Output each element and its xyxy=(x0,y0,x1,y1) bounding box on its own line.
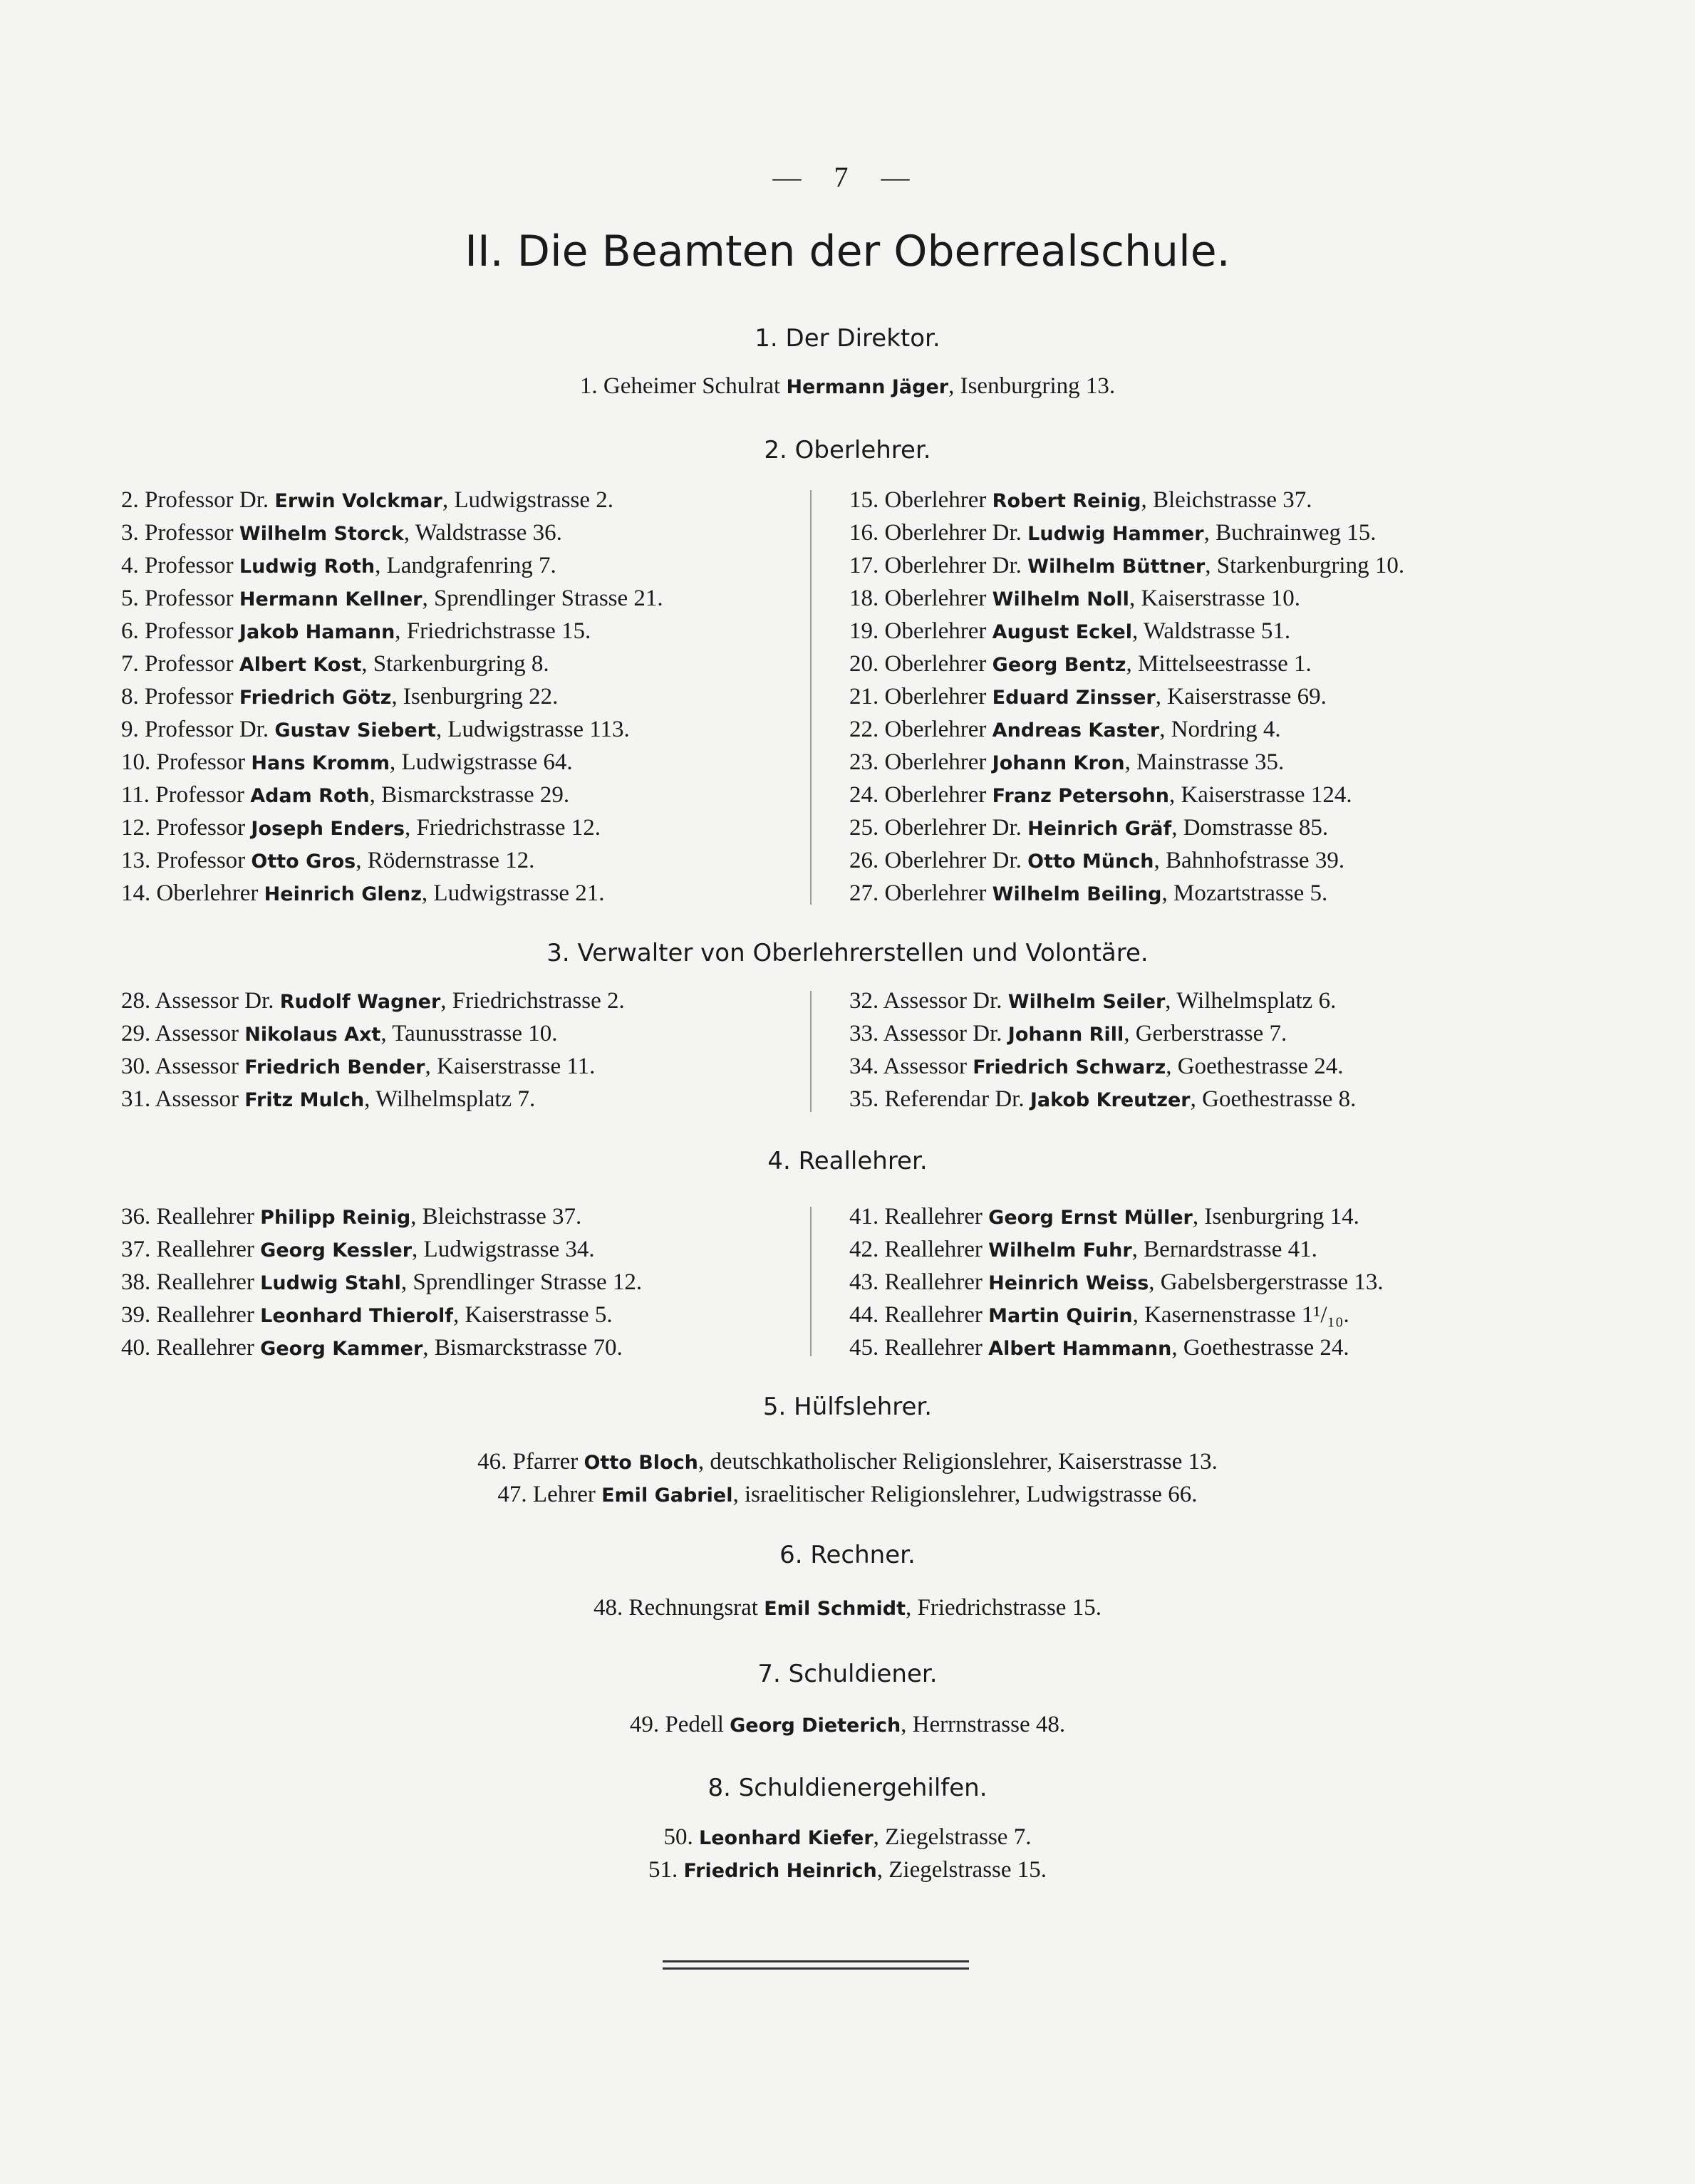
entry-title: 40. Reallehrer xyxy=(121,1335,261,1361)
entry-address: , Ziegelstrasse 15. xyxy=(876,1857,1047,1883)
entry-address: , Friedrichstrasse 2. xyxy=(440,988,625,1014)
entry-address: , Ziegelstrasse 7. xyxy=(873,1824,1032,1850)
staff-entry xyxy=(121,747,663,779)
entry-name: Georg Ernst Müller xyxy=(988,1207,1193,1229)
staff-entry xyxy=(849,1201,1384,1234)
entry-address: , deutschkatholischer Religionslehrer, Kaiserstrasse 13. xyxy=(698,1449,1218,1475)
section-heading-rechner: 6. Rechner. xyxy=(779,1541,916,1569)
entry-name: Ludwig Hammer xyxy=(1027,523,1204,545)
entry-name: Friedrich Schwarz xyxy=(973,1056,1166,1078)
entry-title: 25. Oberlehrer Dr. xyxy=(849,815,1028,841)
reallehrer-left-column xyxy=(121,1201,642,1365)
staff-entry xyxy=(849,615,1404,648)
entry-title: 17. Oberlehrer Dr. xyxy=(849,553,1028,578)
entry-title: 2. Professor Dr. xyxy=(121,487,275,513)
entry-title: 50. xyxy=(663,1824,700,1850)
entry-address: , Bahnhofstrasse 39. xyxy=(1154,848,1345,873)
staff-entry xyxy=(121,681,663,714)
entry-address: , Domstrasse 85. xyxy=(1171,815,1329,841)
entry-title: 51. xyxy=(648,1857,684,1883)
entry-address: , Isenburgring 22. xyxy=(391,684,559,709)
staff-entry xyxy=(121,878,663,910)
entry-title: 3. Professor xyxy=(121,520,239,546)
entry-name: Wilhelm Storck xyxy=(239,523,404,545)
reallehrer-right-column xyxy=(849,1201,1384,1365)
entry-address: , Goethestrasse 8. xyxy=(1190,1086,1357,1112)
entry-address: , Gerberstrasse 7. xyxy=(1124,1021,1287,1046)
staff-entry xyxy=(849,681,1404,714)
entry-address: , Bismarckstrasse 29. xyxy=(369,782,570,808)
staff-entry xyxy=(121,550,663,583)
section-schuldienergehilfen-list xyxy=(0,1821,1695,1887)
staff-entry xyxy=(849,648,1404,681)
entry-title: 31. Assessor xyxy=(121,1086,245,1112)
entry-address: , Kaiserstrasse 10. xyxy=(1129,586,1301,611)
entry-name: Heinrich Gräf xyxy=(1027,818,1172,840)
entry-address: , Gabelsbergerstrasse 13. xyxy=(1149,1269,1384,1295)
entry-title: 35. Referendar Dr. xyxy=(849,1086,1030,1112)
entry-title: 23. Oberlehrer xyxy=(849,749,992,775)
entry-title: 33. Assessor Dr. xyxy=(849,1021,1008,1046)
staff-entry xyxy=(121,517,663,550)
staff-entry xyxy=(849,1083,1356,1116)
staff-entry xyxy=(0,1479,1695,1512)
entry-address: , Wilhelmsplatz 7. xyxy=(364,1086,536,1112)
entry-title: 27. Oberlehrer xyxy=(849,880,992,906)
entry-title: 13. Professor xyxy=(121,848,252,873)
entry-name: Otto Münch xyxy=(1027,851,1154,873)
entry-name: Johann Rill xyxy=(1007,1024,1124,1046)
staff-entry xyxy=(849,550,1404,583)
entry-name: Georg Kessler xyxy=(260,1239,413,1262)
entry-name: August Eckel xyxy=(992,621,1132,643)
entry-title: 42. Reallehrer xyxy=(849,1237,989,1262)
staff-entry xyxy=(0,1854,1695,1887)
entry-title: 26. Oberlehrer Dr. xyxy=(849,848,1028,873)
entry-address: , Ludwigstrasse 2. xyxy=(442,487,613,513)
entry-title: 34. Assessor xyxy=(849,1054,973,1079)
entry-address: , Kaiserstrasse 11. xyxy=(425,1054,596,1079)
entry-title: 41. Reallehrer xyxy=(849,1204,989,1229)
staff-entry xyxy=(121,1267,642,1299)
entry-name: Emil Schmidt xyxy=(764,1598,906,1620)
verwalter-left-column xyxy=(121,985,625,1116)
entry-name: Joseph Enders xyxy=(251,818,405,840)
entry-address: , Mozartstrasse 5. xyxy=(1161,880,1328,906)
staff-entry xyxy=(849,583,1404,615)
entry-address: , Kaiserstrasse 5. xyxy=(453,1302,613,1328)
oberlehrer-left-column xyxy=(121,484,663,910)
staff-entry xyxy=(121,583,663,615)
entry-address: , Kaiserstrasse 69. xyxy=(1155,684,1327,709)
entry-address: , Friedrichstrasse 15. xyxy=(395,618,591,644)
staff-entry xyxy=(0,1446,1695,1479)
staff-entry xyxy=(0,370,1695,403)
entry-name: Robert Reinig xyxy=(992,490,1141,512)
staff-entry xyxy=(849,812,1404,845)
section-direktor-list xyxy=(0,370,1695,403)
section-heading-oberlehrer: 2. Oberlehrer. xyxy=(764,436,931,464)
entry-name: Andreas Kaster xyxy=(992,719,1160,742)
entry-name: Hermann Jäger xyxy=(786,376,949,398)
section-heading-direktor: 1. Der Direktor. xyxy=(755,324,940,353)
column-divider xyxy=(810,991,812,1112)
entry-title: 49. Pedell xyxy=(629,1712,730,1737)
staff-entry xyxy=(849,779,1404,812)
entry-address: , Landgrafenring 7. xyxy=(375,553,556,578)
entry-title: 37. Reallehrer xyxy=(121,1237,261,1262)
staff-entry xyxy=(121,1018,625,1051)
entry-name: Otto Bloch xyxy=(584,1452,698,1474)
entry-address: , Kasernenstrasse 1¹/₁₀. xyxy=(1132,1302,1349,1328)
entry-address: , israelitischer Religionslehrer, Ludwigstrasse 66. xyxy=(732,1482,1198,1507)
entry-address: , Ludwigstrasse 21. xyxy=(421,880,605,906)
entry-title: 16. Oberlehrer Dr. xyxy=(849,520,1028,546)
entry-address: , Ludwigstrasse 34. xyxy=(412,1237,595,1262)
entry-name: Albert Hammann xyxy=(988,1338,1172,1360)
entry-title: 10. Professor xyxy=(121,749,252,775)
entry-title: 7. Professor xyxy=(121,651,239,677)
entry-address: , Ludwigstrasse 113. xyxy=(435,717,630,742)
entry-address: , Starkenburgring 8. xyxy=(361,651,549,677)
page-number: — 7 — xyxy=(772,161,923,193)
entry-name: Emil Gabriel xyxy=(601,1484,733,1507)
entry-address: , Isenburgring 14. xyxy=(1192,1204,1359,1229)
entry-name: Georg Bentz xyxy=(992,654,1126,676)
staff-entry xyxy=(849,878,1404,910)
entry-title: 8. Professor xyxy=(121,684,239,709)
entry-title: 14. Oberlehrer xyxy=(121,880,264,906)
entry-name: Albert Kost xyxy=(239,654,362,676)
staff-entry xyxy=(121,1051,625,1083)
entry-address: , Buchrainweg 15. xyxy=(1203,520,1377,546)
entry-address: , Starkenburgring 10. xyxy=(1205,553,1405,578)
page-title: II. Die Beamten der Oberrealschule. xyxy=(465,227,1230,276)
staff-entry xyxy=(121,1332,642,1365)
entry-address: , Goethestrasse 24. xyxy=(1171,1335,1349,1361)
closing-rule xyxy=(663,1960,969,1962)
entry-name: Franz Petersohn xyxy=(992,785,1169,807)
staff-entry xyxy=(849,1267,1384,1299)
entry-address: , Herrnstrasse 48. xyxy=(901,1712,1066,1737)
entry-name: Heinrich Glenz xyxy=(264,883,422,905)
staff-entry xyxy=(0,1709,1695,1742)
staff-entry xyxy=(121,1083,625,1116)
entry-name: Fritz Mulch xyxy=(244,1089,365,1111)
section-rechner-list xyxy=(0,1592,1695,1625)
entry-name: Johann Kron xyxy=(992,752,1125,774)
entry-address: , Rödernstrasse 12. xyxy=(356,848,535,873)
entry-name: Hermann Kellner xyxy=(239,588,423,610)
entry-name: Friedrich Bender xyxy=(244,1056,425,1078)
entry-title: 46. Pfarrer xyxy=(477,1449,584,1475)
closing-rule xyxy=(663,1967,969,1970)
entry-title: 12. Professor xyxy=(121,815,252,841)
entry-name: Wilhelm Fuhr xyxy=(988,1239,1132,1262)
entry-address: , Bleichstrasse 37. xyxy=(1141,487,1312,513)
staff-entry xyxy=(121,484,663,517)
entry-address: , Ludwigstrasse 64. xyxy=(389,749,573,775)
entry-address: , Sprendlinger Strasse 21. xyxy=(422,586,663,611)
entry-address: , Mainstrasse 35. xyxy=(1124,749,1285,775)
entry-address: , Wilhelmsplatz 6. xyxy=(1165,988,1337,1014)
staff-entry xyxy=(121,1201,642,1234)
entry-name: Heinrich Weiss xyxy=(988,1272,1149,1294)
entry-title: 24. Oberlehrer xyxy=(849,782,992,808)
staff-entry xyxy=(849,517,1404,550)
entry-title: 44. Reallehrer xyxy=(849,1302,989,1328)
entry-title: 4. Professor xyxy=(121,553,239,578)
staff-entry xyxy=(849,1051,1356,1083)
entry-title: 47. Lehrer xyxy=(497,1482,602,1507)
entry-address: , Kaiserstrasse 124. xyxy=(1168,782,1352,808)
entry-title: 15. Oberlehrer xyxy=(849,487,992,513)
entry-title: 28. Assessor Dr. xyxy=(121,988,280,1014)
entry-name: Jakob Hamann xyxy=(239,621,395,643)
entry-address: , Mittelseestrasse 1. xyxy=(1126,651,1312,677)
entry-name: Friedrich Götz xyxy=(239,687,392,709)
entry-address: , Goethestrasse 24. xyxy=(1166,1054,1344,1079)
entry-title: 48. Rechnungsrat xyxy=(593,1595,764,1621)
entry-title: 38. Reallehrer xyxy=(121,1269,261,1295)
staff-entry xyxy=(849,845,1404,878)
entry-address: , Nordring 4. xyxy=(1159,717,1281,742)
staff-entry xyxy=(121,845,663,878)
entry-name: Leonhard Kiefer xyxy=(699,1827,874,1849)
entry-title: 45. Reallehrer xyxy=(849,1335,989,1361)
entry-title: 36. Reallehrer xyxy=(121,1204,261,1229)
staff-entry xyxy=(849,1018,1356,1051)
staff-entry xyxy=(849,747,1404,779)
entry-name: Philipp Reinig xyxy=(260,1207,411,1229)
staff-entry xyxy=(121,779,663,812)
section-schuldiener-list xyxy=(0,1709,1695,1742)
entry-address: , Bismarckstrasse 70. xyxy=(423,1335,623,1361)
staff-entry xyxy=(849,985,1356,1018)
section-heading-huelfslehrer: 5. Hülfslehrer. xyxy=(762,1393,933,1421)
oberlehrer-right-column xyxy=(849,484,1404,910)
staff-entry xyxy=(849,1234,1384,1267)
entry-title: 39. Reallehrer xyxy=(121,1302,261,1328)
entry-title: 43. Reallehrer xyxy=(849,1269,989,1295)
section-heading-schuldiener: 7. Schuldiener. xyxy=(757,1660,938,1688)
entry-name: Wilhelm Noll xyxy=(992,588,1129,610)
staff-entry xyxy=(121,1234,642,1267)
entry-title: 32. Assessor Dr. xyxy=(849,988,1008,1014)
entry-name: Friedrich Heinrich xyxy=(683,1860,877,1882)
staff-entry xyxy=(121,648,663,681)
entry-name: Wilhelm Büttner xyxy=(1027,556,1206,578)
entry-name: Erwin Volckmar xyxy=(274,490,442,512)
entry-address: , Friedrichstrasse 15. xyxy=(906,1595,1102,1621)
staff-entry xyxy=(0,1592,1695,1625)
entry-name: Jakob Kreutzer xyxy=(1030,1089,1191,1111)
entry-address: , Taunusstrasse 10. xyxy=(380,1021,558,1046)
staff-entry xyxy=(849,1299,1384,1332)
entry-name: Georg Dieterich xyxy=(730,1715,901,1737)
entry-title: 9. Professor Dr. xyxy=(121,717,275,742)
entry-title: 21. Oberlehrer xyxy=(849,684,992,709)
entry-name: Georg Kammer xyxy=(260,1338,423,1360)
entry-name: Adam Roth xyxy=(250,785,370,807)
entry-address: , Isenburgring 13. xyxy=(948,373,1116,399)
entry-title: 29. Assessor xyxy=(121,1021,245,1046)
entry-title: 22. Oberlehrer xyxy=(849,717,992,742)
entry-title: 6. Professor xyxy=(121,618,239,644)
entry-name: Nikolaus Axt xyxy=(244,1024,381,1046)
staff-entry xyxy=(849,1332,1384,1365)
entry-address: , Friedrichstrasse 12. xyxy=(405,815,601,841)
section-heading-verwalter: 3. Verwalter von Oberlehrerstellen und Volontäre. xyxy=(546,939,1149,967)
entry-name: Eduard Zinsser xyxy=(992,687,1156,709)
staff-entry xyxy=(121,714,663,747)
column-divider xyxy=(810,490,812,905)
entry-name: Ludwig Roth xyxy=(239,556,375,578)
staff-entry xyxy=(121,615,663,648)
staff-entry xyxy=(0,1821,1695,1854)
staff-entry xyxy=(121,1299,642,1332)
entry-address: , Sprendlinger Strasse 12. xyxy=(400,1269,643,1295)
staff-entry xyxy=(849,484,1404,517)
entry-title: 20. Oberlehrer xyxy=(849,651,992,677)
column-divider xyxy=(810,1207,812,1356)
entry-address: , Waldstrasse 51. xyxy=(1131,618,1291,644)
section-heading-reallehrer: 4. Reallehrer. xyxy=(767,1147,928,1175)
entry-title: 1. Geheimer Schulrat xyxy=(579,373,787,399)
entry-name: Gustav Siebert xyxy=(274,719,436,742)
staff-entry xyxy=(849,714,1404,747)
entry-address: , Bleichstrasse 37. xyxy=(410,1204,582,1229)
entry-address: , Bernardstrasse 41. xyxy=(1131,1237,1317,1262)
entry-name: Rudolf Wagner xyxy=(279,991,441,1013)
entry-title: 5. Professor xyxy=(121,586,239,611)
entry-address: , Waldstrasse 36. xyxy=(403,520,562,546)
entry-name: Ludwig Stahl xyxy=(260,1272,401,1294)
entry-name: Leonhard Thierolf xyxy=(260,1305,454,1327)
entry-title: 11. Professor xyxy=(121,782,251,808)
section-heading-schuldienergehilfen: 8. Schuldienergehilfen. xyxy=(707,1774,988,1802)
entry-title: 30. Assessor xyxy=(121,1054,245,1079)
entry-name: Wilhelm Seiler xyxy=(1007,991,1166,1013)
staff-entry xyxy=(121,985,625,1018)
staff-entry xyxy=(121,812,663,845)
section-huelfslehrer-list xyxy=(0,1446,1695,1512)
entry-name: Hans Kromm xyxy=(251,752,390,774)
entry-name: Otto Gros xyxy=(251,851,356,873)
entry-name: Wilhelm Beiling xyxy=(992,883,1162,905)
entry-title: 18. Oberlehrer xyxy=(849,586,992,611)
entry-name: Martin Quirin xyxy=(988,1305,1133,1327)
verwalter-right-column xyxy=(849,985,1356,1116)
entry-title: 19. Oberlehrer xyxy=(849,618,992,644)
